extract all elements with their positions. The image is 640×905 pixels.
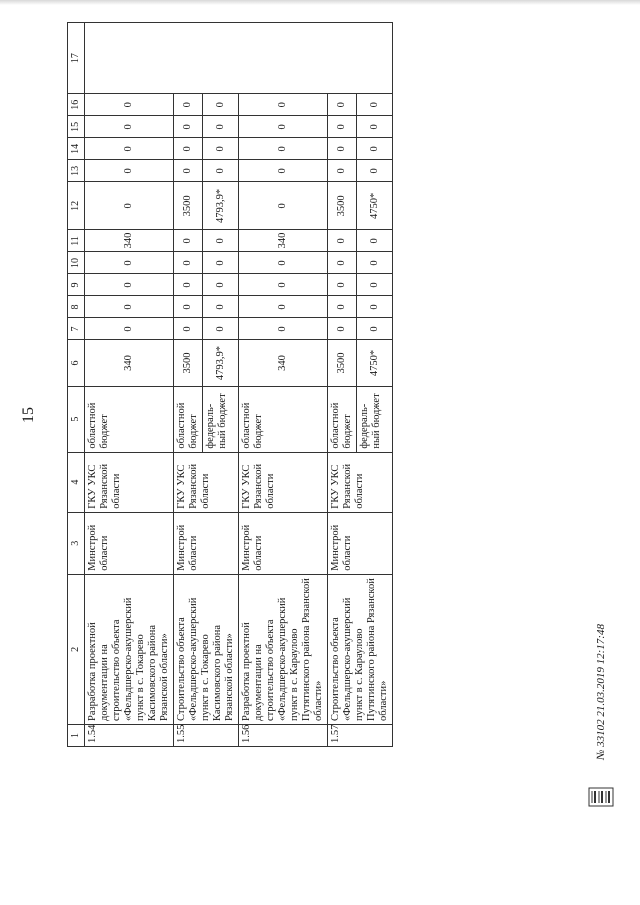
header-cell: 2	[68, 574, 85, 724]
ministry-cell: Минстрой области	[174, 512, 239, 574]
year-value-cell: 4793,9*	[203, 182, 239, 230]
header-cell: 13	[68, 160, 85, 182]
year-value-cell: 0	[357, 274, 393, 296]
year-value-cell: 0	[203, 160, 239, 182]
year-value-cell: 0	[328, 318, 357, 340]
table-row	[85, 23, 174, 747]
scan-edge	[0, 0, 640, 5]
year-value-cell: 4750*	[357, 182, 393, 230]
header-cell: 11	[68, 230, 85, 252]
measure-name-cell: Разработка проектной документации на строительство объекта «Фельдшерско-акушерский пункт в с. Караулово Путятинского района Рязанской области»	[239, 574, 328, 724]
year-value-cell: 0	[85, 138, 174, 160]
notes-cell	[85, 23, 393, 94]
year-value-cell: 0	[328, 230, 357, 252]
year-value-cell: 0	[203, 138, 239, 160]
year-value-cell: 0	[357, 296, 393, 318]
year-value-cell: 0	[174, 230, 203, 252]
year-value-cell: 0	[357, 160, 393, 182]
total-cell: 340	[85, 340, 174, 386]
year-value-cell: 0	[85, 318, 174, 340]
year-value-cell: 0	[85, 160, 174, 182]
executor-cell: ГКУ УКС Рязанской области	[239, 452, 328, 512]
total-cell: 3500	[174, 340, 203, 386]
program-table	[67, 22, 393, 747]
header-cell: 4	[68, 452, 85, 512]
table-row	[239, 23, 328, 747]
header-cell: 9	[68, 274, 85, 296]
year-value-cell: 0	[174, 318, 203, 340]
year-value-cell: 3500	[174, 182, 203, 230]
row-number-cell: 1.54	[85, 724, 174, 746]
executor-cell: ГКУ УКС Рязанской области	[328, 452, 393, 512]
row-number-cell: 1.55	[174, 724, 239, 746]
executor-cell: ГКУ УКС Рязанской области	[85, 452, 174, 512]
year-value-cell: 0	[174, 296, 203, 318]
year-value-cell: 0	[239, 296, 328, 318]
year-value-cell: 0	[174, 252, 203, 274]
year-value-cell: 0	[174, 138, 203, 160]
year-value-cell: 0	[85, 94, 174, 116]
row-number-cell: 1.56	[239, 724, 328, 746]
year-value-cell: 0	[174, 94, 203, 116]
year-value-cell: 0	[203, 230, 239, 252]
year-value-cell: 0	[239, 94, 328, 116]
year-value-cell: 0	[203, 116, 239, 138]
year-value-cell: 0	[85, 296, 174, 318]
year-value-cell: 0	[203, 274, 239, 296]
year-value-cell: 0	[203, 252, 239, 274]
header-row	[68, 23, 85, 747]
year-value-cell: 0	[174, 116, 203, 138]
year-value-cell: 0	[328, 274, 357, 296]
funding-source-cell: областной бюджет	[85, 386, 174, 452]
table-row	[328, 23, 357, 747]
header-cell: 8	[68, 296, 85, 318]
header-cell: 12	[68, 182, 85, 230]
year-value-cell: 0	[239, 274, 328, 296]
year-value-cell: 0	[239, 318, 328, 340]
year-value-cell: 0	[85, 182, 174, 230]
year-value-cell: 340	[85, 230, 174, 252]
year-value-cell: 0	[174, 274, 203, 296]
ministry-cell: Минстрой области	[239, 512, 328, 574]
year-value-cell: 0	[328, 138, 357, 160]
table-body	[68, 23, 393, 747]
year-value-cell: 0	[239, 138, 328, 160]
funding-source-cell: федераль-ный бюджет	[357, 386, 393, 452]
total-cell: 4750*	[357, 340, 393, 386]
measure-name-cell: Разработка проектной документации на строительство объекта «Фельдшерско-акушерский пункт в с. Токарево Касимовского района Рязанской области»	[85, 574, 174, 724]
header-cell: 5	[68, 386, 85, 452]
year-value-cell: 0	[357, 252, 393, 274]
year-value-cell: 0	[85, 116, 174, 138]
header-cell: 10	[68, 252, 85, 274]
total-cell: 340	[239, 340, 328, 386]
year-value-cell: 3500	[328, 182, 357, 230]
funding-source-cell: федераль-ный бюджет	[203, 386, 239, 452]
year-value-cell: 340	[239, 230, 328, 252]
year-value-cell: 0	[203, 94, 239, 116]
header-cell: 1	[68, 724, 85, 746]
year-value-cell: 0	[239, 182, 328, 230]
header-cell: 3	[68, 512, 85, 574]
ministry-cell: Минстрой области	[328, 512, 393, 574]
year-value-cell: 0	[239, 116, 328, 138]
year-value-cell: 0	[328, 296, 357, 318]
header-cell: 17	[68, 23, 85, 94]
year-value-cell: 0	[357, 318, 393, 340]
page-number: 15	[20, 407, 37, 423]
registration-stamp: № 33102 21.03.2019 12:17:48	[595, 624, 607, 760]
year-value-cell: 0	[203, 296, 239, 318]
year-value-cell: 0	[357, 138, 393, 160]
funding-source-cell: областной бюджет	[328, 386, 357, 452]
executor-cell: ГКУ УКС Рязанской области	[174, 452, 239, 512]
year-value-cell: 0	[85, 274, 174, 296]
row-number-cell: 1.57	[328, 724, 393, 746]
year-value-cell: 0	[203, 318, 239, 340]
header-cell: 16	[68, 94, 85, 116]
year-value-cell: 0	[239, 252, 328, 274]
total-cell: 3500	[328, 340, 357, 386]
funding-source-cell: областной бюджет	[239, 386, 328, 452]
year-value-cell: 0	[328, 252, 357, 274]
year-value-cell: 0	[239, 160, 328, 182]
measure-name-cell: Строительство объекта «Фельдшерско-акушерский пункт в с. Караулово Путятинского района Рязанской области»	[328, 574, 393, 724]
year-value-cell: 0	[357, 94, 393, 116]
header-cell: 7	[68, 318, 85, 340]
header-cell: 6	[68, 340, 85, 386]
barcode-logo	[588, 786, 614, 808]
header-cell: 15	[68, 116, 85, 138]
total-cell: 4793,9*	[203, 340, 239, 386]
year-value-cell: 0	[328, 160, 357, 182]
header-cell: 14	[68, 138, 85, 160]
year-value-cell: 0	[357, 230, 393, 252]
year-value-cell: 0	[85, 252, 174, 274]
funding-source-cell: областной бюджет	[174, 386, 203, 452]
rotated-table-frame	[67, 22, 532, 747]
year-value-cell: 0	[328, 116, 357, 138]
ministry-cell: Минстрой области	[85, 512, 174, 574]
year-value-cell: 0	[357, 116, 393, 138]
table-row	[174, 23, 203, 747]
measure-name-cell: Строительство объекта «Фельдшерско-акушерский пункт в с. Токарево Касимовского района Рязанской области»	[174, 574, 239, 724]
year-value-cell: 0	[328, 94, 357, 116]
year-value-cell: 0	[174, 160, 203, 182]
